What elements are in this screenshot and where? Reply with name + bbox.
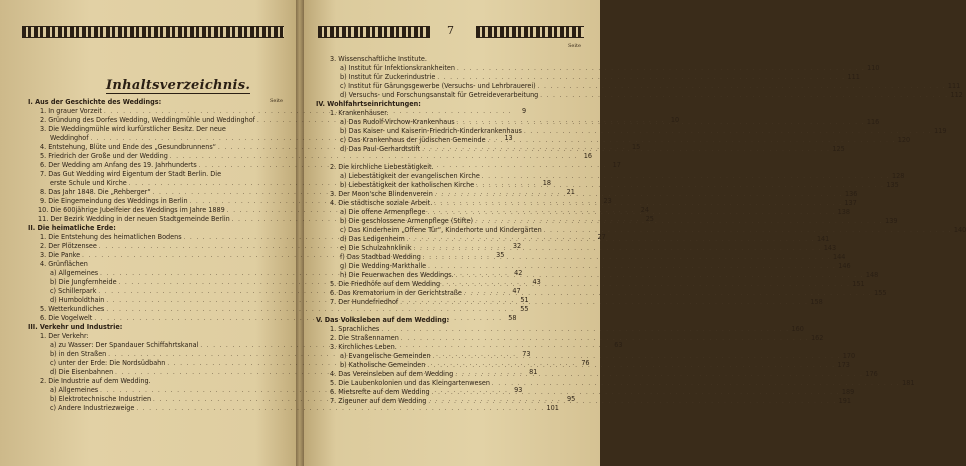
toc-entry-page: 18 xyxy=(542,178,551,187)
toc-entry-page: 140 xyxy=(953,225,966,234)
toc-entry-title: II. Die heimatliche Erde: xyxy=(28,223,116,232)
toc-title: Inhaltsverzeichnis. xyxy=(106,78,251,93)
toc-entry-title: 7. Zigeuner auf dem Wedding xyxy=(330,396,427,405)
toc-entry-page: 155 xyxy=(874,288,887,297)
toc-entry-title: erste Schule und Kirche xyxy=(50,178,127,187)
toc-section-heading xyxy=(316,99,584,108)
toc-entry-title: d) Humboldthain xyxy=(50,295,105,304)
toc-entry-title: 2. Die Straßennamen xyxy=(330,333,399,342)
toc-entry-page: 173 xyxy=(837,360,850,369)
toc-entry-page: 120 xyxy=(897,135,911,144)
toc-entry-title: b) Das Kaiser- und Kaiserin-Friedrich-Kinderkrankenhaus xyxy=(340,126,522,135)
toc-entry-title: a) Evangelische Gemeinden xyxy=(340,351,431,360)
toc-entry-title: 10. Die 600jährige Jubelfeier des Weddings im Jahre 1889 xyxy=(38,205,225,214)
toc-entry-page: 58 xyxy=(508,313,517,322)
toc-entry-title: c) Andere Industriezweige xyxy=(50,403,135,412)
toc-entry-title: a) Institut für Infektionskrankheiten xyxy=(340,63,455,72)
toc-entry-page: 76 xyxy=(581,358,590,367)
toc-entry-page: 111 xyxy=(947,81,961,90)
toc-entry-page: 23 xyxy=(603,196,612,205)
toc-entry-title: I. Aus der Geschichte des Weddings: xyxy=(28,97,162,106)
toc-entry-page: 35 xyxy=(496,250,505,259)
toc-entry-title: a) zu Wasser: Der Spandauer Schiffahrtskanal xyxy=(50,340,199,349)
toc-entry-page: 137 xyxy=(844,198,857,207)
toc-entry-page: 141 xyxy=(816,234,830,243)
dot-leader xyxy=(540,91,948,100)
toc-entry-page: 128 xyxy=(892,171,905,180)
toc-entry-title: 3. Die Panke xyxy=(40,250,81,259)
toc-entry-page: 17 xyxy=(612,160,621,169)
toc-entry-title: d) Versuchs- und Forschungsanstalt für Getreideverarbeitung xyxy=(340,90,539,99)
toc-entry-page: 139 xyxy=(885,216,898,225)
toc-entry-title: 2. Der Plötzensee xyxy=(40,241,97,250)
toc-entry-page: 181 xyxy=(902,378,915,387)
toc-entry-page: 144 xyxy=(833,252,846,261)
toc-entry-title: h) Die Feuerwachen des Weddings. xyxy=(340,270,454,279)
toc-entry-title: 1. Der Verkehr: xyxy=(40,331,89,340)
toc-entry-page: 176 xyxy=(865,369,878,378)
toc-entry-page: 73 xyxy=(522,349,531,358)
toc-entry-title: IV. Wohlfahrtseinrichtungen: xyxy=(316,99,421,108)
toc-entry-title: b) Liebestätigkeit der katholischen Kirche xyxy=(340,180,475,189)
toc-entry-page: 160 xyxy=(791,324,804,333)
toc-entry-title: b) Elektrotechnische Industrien xyxy=(50,394,152,403)
toc-entry-title: V. Das Volksleben auf dem Wedding: xyxy=(316,315,450,324)
toc-entry-page: 146 xyxy=(838,261,851,270)
toc-entry-page: 25 xyxy=(645,214,654,223)
toc-entry-page: 27 xyxy=(597,232,606,241)
toc-entry-page: 15 xyxy=(631,142,641,151)
toc-entry-title: a) Die offene Armenpflege xyxy=(340,207,426,216)
toc-entry-title: 4. Die städtische soziale Arbeit. xyxy=(330,198,433,207)
toc-entry-title: III. Verkehr und Industrie: xyxy=(28,322,123,331)
toc-entry-page: 148 xyxy=(865,270,879,279)
toc-entry-title: 2. Die Industrie auf dem Wedding. xyxy=(40,376,151,385)
toc-entry-title: b) in den Straßen xyxy=(50,349,107,358)
toc-entry-title: Weddinghof xyxy=(50,133,89,142)
toc-entry xyxy=(330,297,823,307)
toc-entry-page: 55 xyxy=(520,304,529,313)
toc-entry-page: 47 xyxy=(512,286,521,295)
toc-entry-title: 3. Der Moon'sche Blindenverein xyxy=(330,189,433,198)
toc-entry-title: b) Die geschlossene Armenpflege (Stifte) xyxy=(340,216,473,225)
toc-entry-page: 135 xyxy=(886,180,899,189)
toc-entry-page: 143 xyxy=(823,243,837,252)
toc-section-heading xyxy=(316,315,584,324)
toc-entry xyxy=(330,162,584,171)
toc-entry-page: 51 xyxy=(520,295,529,304)
toc-entry-title: c) Institut für Gärungsgewerbe (Versuchs- und Lehrbrauerei) xyxy=(340,81,536,90)
toc-entry-title: e) Die Schulzahnklinik xyxy=(340,243,412,252)
toc-entry-title: 6. Der Wedding am Anfang des 19. Jahrhunderts xyxy=(40,160,197,169)
toc-entry-title: c) Das Krankenhaus der jüdischen Gemeinde xyxy=(340,135,486,144)
toc-entry-title: b) Die Jungfernheide xyxy=(50,277,117,286)
toc-entry-title: a) Allgemeines xyxy=(50,385,99,394)
dot-leader xyxy=(544,226,952,235)
toc-entry-title: 5. Friedrich der Große und der Wedding xyxy=(40,151,168,160)
toc-entry-title: 11. Der Bezirk Wedding in der neuen Stadtgemeinde Berlin xyxy=(38,214,230,223)
toc-entry-title: 5. Die Friedhöfe auf dem Wedding xyxy=(330,279,441,288)
toc-entry-title: 5. Wetterkundliches xyxy=(40,304,105,313)
toc-entry-title: c) unter der Erde: Die Nordsüdbahn xyxy=(50,358,166,367)
toc-entry-title: 2. Die kirchliche Liebestätigkeit. xyxy=(330,162,434,171)
toc-entry-page: 95 xyxy=(566,394,576,403)
toc-entry-page: 42 xyxy=(514,268,523,277)
toc-entry-title: 1. In grauer Vorzeit xyxy=(40,106,102,115)
toc-entry-page: 13 xyxy=(504,133,513,142)
toc-entry-page: 101 xyxy=(546,403,559,412)
toc-entry-title: b) Katholische Gemeinden xyxy=(340,360,426,369)
toc-entry xyxy=(330,108,584,117)
dot-leader xyxy=(422,145,830,154)
toc-entry-title: a) Das Rudolf-Virchow-Krankenhaus xyxy=(340,117,455,126)
toc-entry-page: 189 xyxy=(841,387,855,396)
toc-entry-title: d) Die Eisenbahnen xyxy=(50,367,114,376)
toc-entry-page: 32 xyxy=(512,241,522,250)
toc-entry-page: 10 xyxy=(670,115,680,124)
toc-entry-page: 158 xyxy=(810,297,823,306)
toc-entry xyxy=(330,396,851,406)
toc-entry-title: 3. Wissenschaftliche Institute. xyxy=(330,54,427,63)
toc-entry xyxy=(330,54,584,63)
toc-entry-title: a) Allgemeines xyxy=(50,268,99,277)
toc-entry-title: g) Die Wedding-Markthalle xyxy=(340,261,427,270)
toc-entry-title: 1. Die Entstehung des heimatlichen Bodens xyxy=(40,232,182,241)
toc-entry-title: 7. Der Hundefriedhof xyxy=(330,297,399,306)
toc-entry-page: 43 xyxy=(532,277,541,286)
toc-entry-title: a) Liebestätigkeit der evangelischen Kirche xyxy=(340,171,480,180)
toc-entry-page: 119 xyxy=(934,126,947,135)
toc-entry-title: d) Das Paul-Gerhardtstift xyxy=(340,144,421,153)
toc-entry-page: 16 xyxy=(583,151,592,160)
dot-leader xyxy=(538,82,946,91)
toc-entry-title: 6. Mietsrefte auf dem Wedding xyxy=(330,387,430,396)
toc-entry-title: 5. Die Laubenkolonien und das Kleingartenwesen xyxy=(330,378,490,387)
toc-entry-page: 9 xyxy=(522,106,527,115)
page-column-label: Seite xyxy=(568,43,581,49)
toc-entry-title: 9. Die Eingemeindung des Weddings in Berlin xyxy=(40,196,188,205)
toc-entry-title: c) Schillerpark xyxy=(50,286,97,295)
dot-leader xyxy=(400,298,808,307)
toc-entry-page: 138 xyxy=(837,207,850,216)
toc-entry-page: 24 xyxy=(640,205,649,214)
toc-entry-page: 125 xyxy=(832,144,845,153)
toc-entry-page: 63 xyxy=(614,340,623,349)
page-number: 7 xyxy=(447,24,454,37)
toc-entry xyxy=(330,342,584,351)
toc-entry-page: 111 xyxy=(847,72,860,81)
toc-entry-title: f) Das Stadtbad Wedding xyxy=(340,252,421,261)
toc-entry-page: 191 xyxy=(838,396,851,405)
toc-entry-page: 136 xyxy=(844,189,858,198)
toc-entry-title: b) Institut für Zuckerindustrie xyxy=(340,72,436,81)
toc-entry-title: 1. Sprachliches xyxy=(330,324,380,333)
toc-entry-page: 93 xyxy=(514,385,523,394)
toc-entry-title: 6. Das Krematorium in der Gerichtstraße xyxy=(330,288,462,297)
toc-entry-page: 170 xyxy=(842,351,856,360)
toc-entry-title: 1. Krankenhäuser. xyxy=(330,108,389,117)
toc-entry-page: 162 xyxy=(811,333,824,342)
toc-entry-title: 4. Das Vereinsleben auf dem Wedding xyxy=(330,369,454,378)
page-column-label: Seite xyxy=(270,98,283,104)
toc-entry-page: 116 xyxy=(866,117,880,126)
toc-entry-title: 4. Grünflächen xyxy=(40,259,88,268)
toc-entry-page: 21 xyxy=(566,187,575,196)
toc-entry-title: 6. Die Vogelwelt xyxy=(40,313,93,322)
toc-entry-title: 3. Die Weddingmühle wird kurfürstlicher Besitz. Der neue xyxy=(40,124,226,133)
toc-entry-title: 4. Entstehung, Blüte und Ende des „Gesundbrunnens“ xyxy=(40,142,217,151)
dot-leader xyxy=(524,127,932,136)
toc-entry-page: 110 xyxy=(867,63,880,72)
toc-entry-page: 81 xyxy=(529,367,538,376)
toc-entry-title: 2. Gründung des Dorfes Wedding, Weddingmühle und Weddinghof xyxy=(40,115,255,124)
toc-entry-page: 151 xyxy=(852,279,865,288)
toc-entry-title: 7. Das Gut Wedding wird Eigentum der Stadt Berlin. Die xyxy=(40,169,222,178)
toc-entry-title: c) Das Kinderheim „Offene Tür“, Kinderhorte und Kindergärten xyxy=(340,225,542,234)
toc-entry-title: 3. Kirchliches Leben. xyxy=(330,342,397,351)
toc-entry-title: 8. Das Jahr 1848. Die „Rehberger“ xyxy=(40,187,151,196)
toc-entry-title: d) Das Ledigenheim xyxy=(340,234,405,243)
dot-leader xyxy=(428,397,836,406)
toc-entry-page: 112 xyxy=(950,90,963,99)
